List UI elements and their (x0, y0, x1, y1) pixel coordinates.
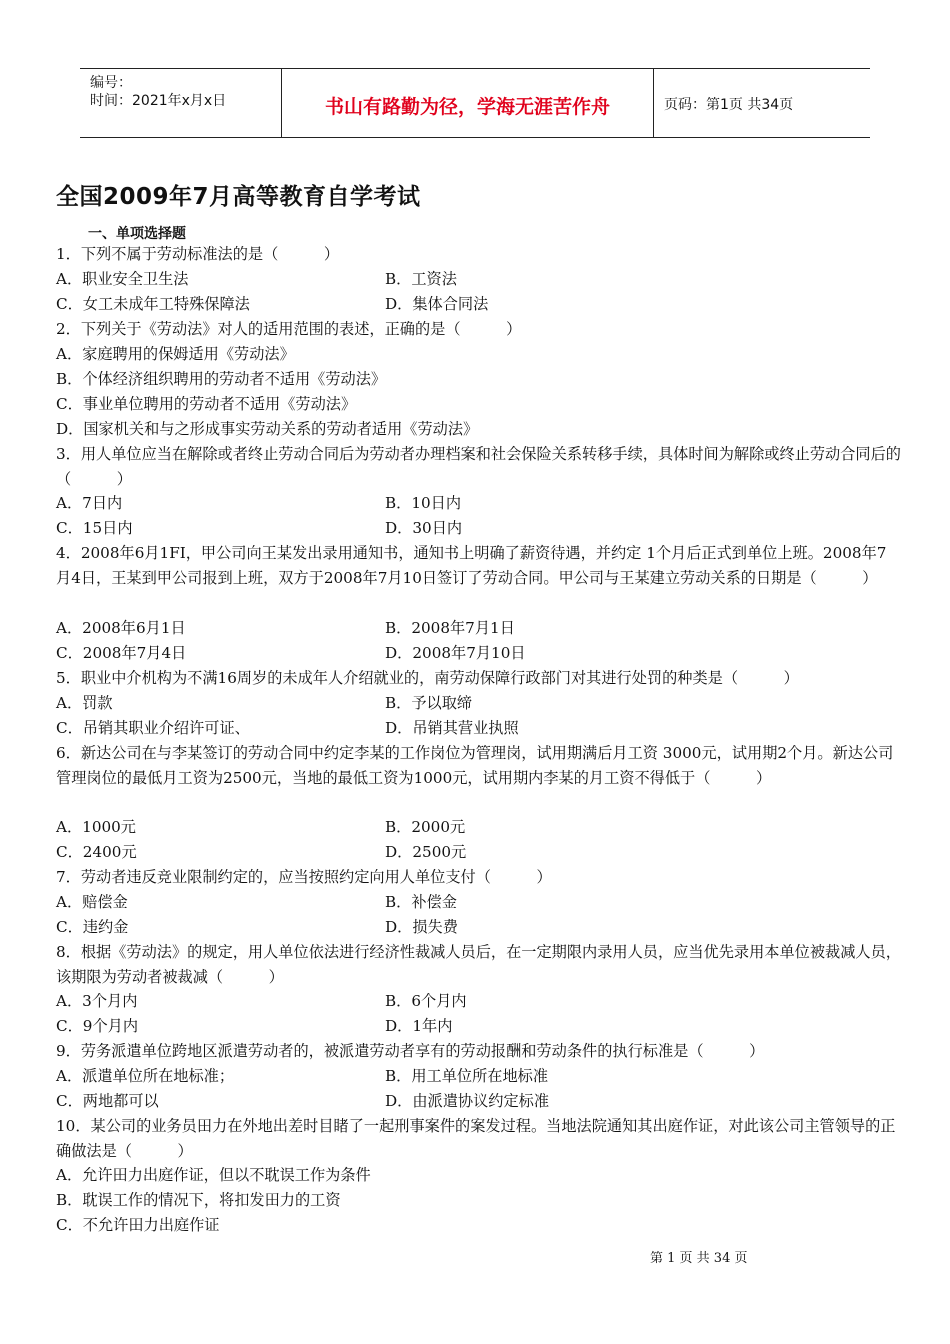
question-7: 7．劳动者违反竞业限制约定的，应当按照约定向用人单位支付（ ） (56, 868, 552, 886)
section-title: 一、单项选择题 (88, 226, 186, 242)
number-label: 编号： (90, 75, 132, 91)
header-page-cell (654, 69, 870, 137)
option-7d: D．损失费 (385, 918, 458, 936)
option-1d: D．集体合同法 (385, 295, 489, 313)
option-5a: A．罚款 (56, 694, 113, 712)
option-1a: A．职业安全卫生法 (56, 270, 189, 288)
option-1c: C．女工未成年工特殊保障法 (56, 295, 250, 313)
option-2c: C．事业单位聘用的劳动者不适用《劳动法》 (56, 395, 357, 413)
option-4c: C．2008年7月4日 (56, 644, 187, 662)
question-9: 9．劳务派遣单位跨地区派遣劳动者的，被派遣劳动者享有的劳动报酬和劳动条件的执行标准是（ ） (56, 1042, 765, 1060)
option-8b: B．6个月内 (385, 992, 467, 1010)
header-table (80, 68, 870, 138)
time-label: 时间：2021年x月x日 (90, 93, 227, 109)
option-9a: A．派遣单位所在地标准； (56, 1067, 235, 1085)
option-4a: A．2008年6月1日 (56, 619, 186, 637)
option-6b: B．2000元 (385, 818, 466, 836)
option-9d: D．由派遣协议约定标准 (385, 1092, 550, 1110)
option-4d: D．2008年7月10日 (385, 644, 526, 662)
question-2: 2．下列关于《劳动法》对人的适用范围的表述，正确的是（ ） (56, 320, 522, 338)
option-6a: A．1000元 (56, 818, 136, 836)
option-5d: D．吊销其营业执照 (385, 719, 519, 737)
option-6d: D．2500元 (385, 843, 467, 861)
question-5: 5．职业中介机构为不满16周岁的未成年人介绍就业的，南劳动保障行政部门对其进行处罚的种类是（ ） (56, 669, 799, 687)
option-6c: C．2400元 (56, 843, 137, 861)
option-9c: C．两地都可以 (56, 1092, 159, 1110)
header-left-cell (80, 69, 282, 137)
option-2a: A．家庭聘用的保姆适用《劳动法》 (56, 345, 295, 363)
motto: 书山有路勤为径，学海无涯苦作舟 (324, 96, 610, 118)
option-1b: B．工资法 (385, 270, 457, 288)
question-1: 1．下列不属于劳动标准法的是（ ） (56, 245, 340, 263)
question-4: 4．2008年6月1FI，甲公司向王某发出录用通知书，通知书上明确了薪资待遇，并约定 1个月后正式到单位上班。2008年7月4日，王某到甲公司报到上班，双方于2008年7月10日签订了劳动合同。甲公司与王某建立劳动关系的日期是（ ） (56, 544, 887, 587)
page-footer: 第 1 页 共 34 页 (650, 1251, 748, 1266)
option-3a: A．7日内 (56, 494, 123, 512)
option-9b: B．用工单位所在地标准 (385, 1067, 549, 1085)
option-7c: C．违约金 (56, 918, 129, 936)
option-3b: B．10日内 (385, 494, 462, 512)
option-8d: D．1年内 (385, 1017, 453, 1035)
option-2d: D．国家机关和与之形成事实劳动关系的劳动者适用《劳动法》 (56, 420, 479, 438)
option-10a: A．允许田力出庭作证，但以不耽误工作为条件 (56, 1166, 371, 1184)
question-3: 3．用人单位应当在解除或者终止劳动合同后为劳动者办理档案和社会保险关系转移手续，具体时间为解除或终止劳动合同后的（ ） (56, 445, 901, 488)
option-7a: A．赔偿金 (56, 893, 128, 911)
page-title: 全国2009年7月高等教育自学考试 (56, 184, 421, 210)
question-6: 6．新达公司在与李某签订的劳动合同中约定李某的工作岗位为管理岗，试用期满后月工资 3000元，试用期2个月。新达公司管理岗位的最低月工资为2500元，当地的最低工资为1000元，试用期内李某的月工资不得低于（ ） (56, 744, 894, 787)
option-2b: B．个体经济组织聘用的劳动者不适用《劳动法》 (56, 370, 387, 388)
option-5c: C．吊销其职业介绍许可证、 (56, 719, 250, 737)
option-5b: B．予以取缔 (385, 694, 473, 712)
option-4b: B．2008年7月1日 (385, 619, 515, 637)
option-3d: D．30日内 (385, 519, 463, 537)
option-10c: C．不允许田力出庭作证 (56, 1216, 220, 1234)
page-info: 页码：第1页 共34页 (664, 97, 794, 113)
question-8: 8．根据《劳动法》的规定，用人单位依法进行经济性裁减人员后，在一定期限内录用人员，应当优先录用本单位被裁减人员，该期限为劳动者被裁减（ ） (56, 943, 901, 986)
option-3c: C．15日内 (56, 519, 133, 537)
option-7b: B．补偿金 (385, 893, 457, 911)
header-motto-cell (282, 69, 654, 137)
option-8c: C．9个月内 (56, 1017, 139, 1035)
option-10b: B．耽误工作的情况下，将扣发田力的工资 (56, 1191, 341, 1209)
option-8a: A．3个月内 (56, 992, 138, 1010)
question-10: 10．某公司的业务员田力在外地出差时目睹了一起刑事案件的案发过程。当地法院通知其出庭作证，对此该公司主管领导的正确做法是（ ） (56, 1117, 896, 1160)
